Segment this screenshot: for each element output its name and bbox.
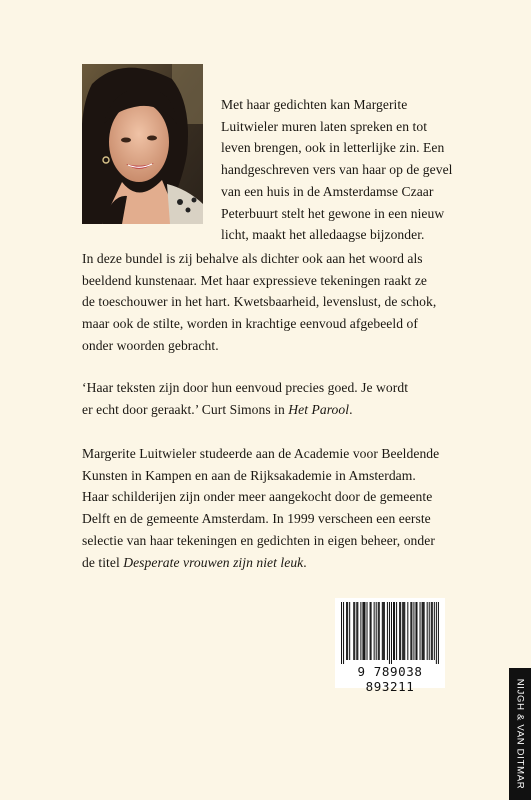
barcode-bar <box>416 602 417 660</box>
barcode-bar <box>389 602 390 664</box>
barcode-bar <box>399 602 400 660</box>
barcode-bar <box>346 602 347 660</box>
blurb-main-line: In deze bundel is zij behalve als dichter ook aan het woord als <box>82 251 423 266</box>
press-quote-line <box>82 399 408 421</box>
barcode-bar <box>378 602 379 660</box>
barcode-bar <box>349 602 350 660</box>
barcode-bar <box>400 602 401 660</box>
barcode-bar <box>391 602 392 664</box>
press-quote-period: . <box>349 401 353 417</box>
barcode-bar <box>363 602 364 660</box>
barcode-bar <box>343 602 344 664</box>
blurb-intro-line: licht, maakt het alledaagse bijzonder. <box>221 227 425 243</box>
blurb-intro-line: leven brengen, ook in letterlijke zin. Een <box>221 140 445 156</box>
barcode-bar <box>413 602 414 660</box>
barcode-bar <box>407 602 408 660</box>
author-bio-line: Delft en de gemeente Amsterdam. In 1999 verscheen een eerste <box>82 511 431 527</box>
blurb-intro-line: handgeschreven vers van haar op de gevel <box>221 162 453 178</box>
barcode-bar <box>432 602 433 660</box>
barcode-bar <box>404 602 405 660</box>
barcode-bar <box>341 602 342 664</box>
barcode-bar <box>429 602 430 660</box>
barcode-bar <box>402 602 403 660</box>
isbn-barcode <box>335 598 445 694</box>
publisher-name: NIJGH & VAN DITMAR <box>514 678 526 790</box>
barcode-bar <box>347 602 348 660</box>
barcode-bar <box>353 602 354 660</box>
publisher-logo <box>509 668 531 800</box>
barcode-bar <box>384 602 385 660</box>
author-bio-line: Haar schilderijen zijn onder meer aangekocht door de gemeente <box>82 489 433 505</box>
barcode-bar <box>415 602 416 660</box>
barcode-bar <box>367 602 368 660</box>
author-bio-line: selectie van haar tekeningen en gedichten in eigen beheer, onder <box>82 532 435 548</box>
barcode-bar <box>360 602 361 660</box>
barcode-bar <box>423 602 424 660</box>
press-quote <box>82 377 408 420</box>
author-bio-line: Kunsten in Kampen en aan de Rijksakademie in Amsterdam. <box>82 467 416 483</box>
press-quote-line: ‘Haar teksten zijn door hun eenvoud precies goed. Je wordt <box>82 380 409 395</box>
author-bio-period: . <box>303 554 307 570</box>
blurb-main-line: de toeschouwer in het hart. Kwetsbaarheid, levenslust, de schok, <box>82 294 437 310</box>
isbn-number: 9 789038 893211 <box>357 664 423 694</box>
barcode-bar <box>364 602 365 660</box>
barcode-bar <box>422 602 423 660</box>
barcode-bar <box>396 602 397 660</box>
blurb-intro-line: Met haar gedichten kan Margerite <box>221 97 408 112</box>
barcode-bar <box>379 602 380 660</box>
barcode-bar <box>420 602 421 660</box>
barcode-bar <box>371 602 372 660</box>
barcode-bar <box>374 602 375 660</box>
press-quote-source: Het Parool <box>288 401 350 417</box>
barcode-bar <box>427 602 428 660</box>
barcode-bar <box>434 602 435 660</box>
barcode-bar <box>362 602 363 660</box>
barcode-bar <box>357 602 358 660</box>
barcode-bar <box>356 602 357 660</box>
barcode-bar <box>424 602 425 660</box>
barcode-bar <box>382 602 383 660</box>
barcode-bar <box>438 602 439 664</box>
author-bio-text: de titel <box>82 554 124 570</box>
barcode-bars <box>341 602 439 664</box>
author-bio <box>82 443 439 573</box>
blurb-main <box>82 248 436 357</box>
barcode-bar <box>403 602 404 660</box>
author-bio-line <box>82 552 439 574</box>
blurb-main-line: maar ook de stilte, worden in krachtige eenvoud afgebeeld of <box>82 316 418 332</box>
press-quote-text: er echt door geraakt.’ Curt Simons in <box>82 401 289 417</box>
barcode-bar <box>431 602 432 660</box>
barcode-bar <box>370 602 371 660</box>
blurb-main-line: onder woorden gebracht. <box>82 337 219 353</box>
blurb-main-line: beeldend kunstenaar. Met haar expressieve tekeningen raakt ze <box>82 272 428 288</box>
barcode-bar <box>394 602 395 660</box>
barcode-bar <box>436 602 437 664</box>
blurb-intro-line: Luitwieler muren laten spreken en tot <box>221 118 428 134</box>
barcode-bar <box>411 602 412 660</box>
blurb-intro <box>221 94 452 246</box>
author-bio-line: Margerite Luitwieler studeerde aan de Academie voor Beeldende <box>82 446 440 461</box>
barcode-bar <box>383 602 384 660</box>
author-photo <box>82 64 203 224</box>
blurb-intro-line: Peterbuurt stelt het gewone in een nieuw <box>221 205 445 221</box>
barcode-bar <box>376 602 377 660</box>
author-photo-image <box>82 64 203 224</box>
barcode-bar <box>387 602 388 660</box>
barcode-bar <box>393 602 394 660</box>
barcode-bar <box>410 602 411 660</box>
author-bio-book-title: Desperate vrouwen zijn niet leuk <box>123 554 304 570</box>
blurb-intro-line: van een huis in de Amsterdamse Czaar <box>221 183 434 199</box>
barcode-bar <box>354 602 355 660</box>
